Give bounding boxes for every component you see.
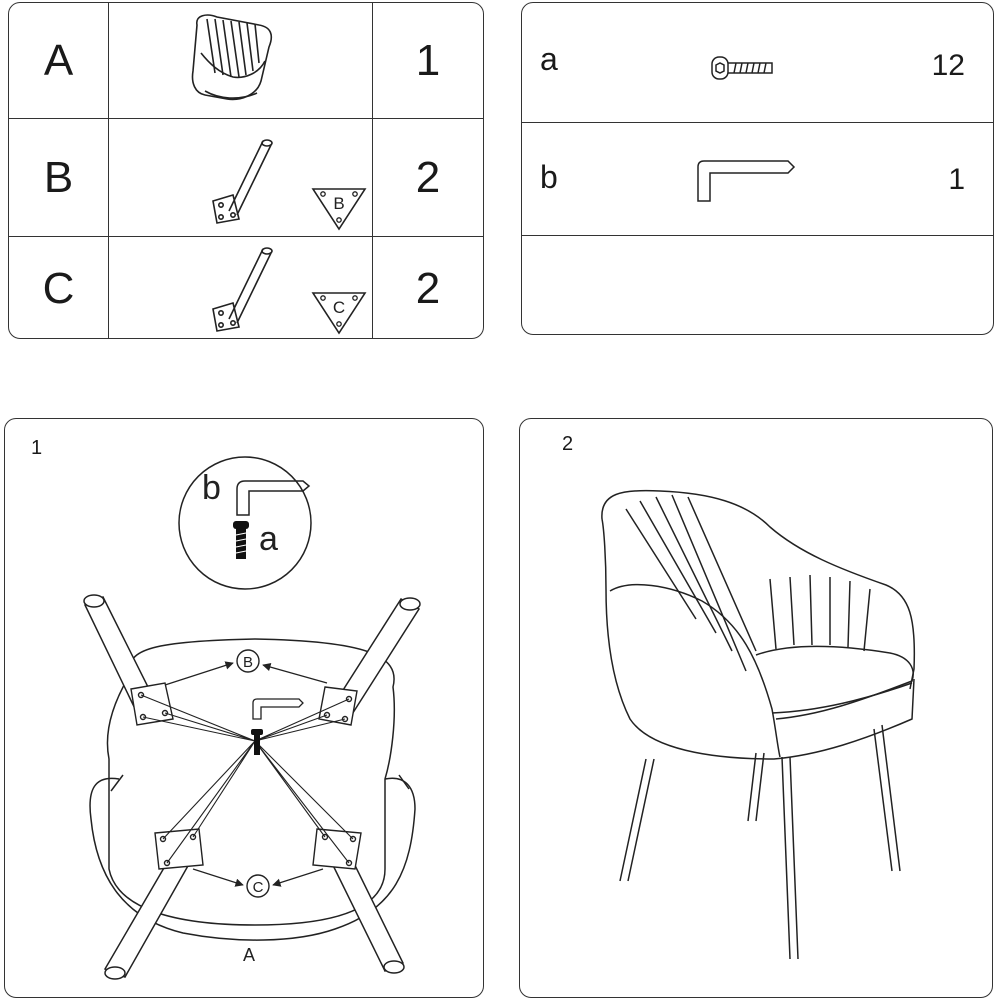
- marker-label: B: [242, 654, 254, 671]
- parts-row-b: [9, 119, 483, 237]
- chair-seat-icon: [109, 3, 374, 119]
- allen-key-icon: [688, 153, 798, 209]
- hardware-letter: a: [540, 41, 558, 77]
- bracket-marker-c: [193, 869, 323, 897]
- hardware-qty: 12: [931, 49, 965, 82]
- bracket-label: C: [332, 298, 346, 317]
- marker-label: C: [252, 879, 264, 896]
- bracket-marker-c: [313, 293, 365, 333]
- tools-callout: [179, 457, 311, 589]
- part-letter: A: [9, 3, 109, 118]
- step-number: 2: [562, 433, 574, 455]
- parts-row-c: [9, 237, 483, 339]
- step-1-diagram: [5, 419, 484, 998]
- parts-row-a: [9, 3, 483, 119]
- hex-bolt-icon: [706, 51, 776, 87]
- leg-with-bracket-icon: [109, 119, 374, 237]
- step-number: 1: [31, 437, 43, 459]
- hardware-letter: b: [540, 159, 558, 195]
- assembled-chair-illustration: [520, 419, 993, 998]
- bracket-marker-b: [165, 650, 327, 685]
- step-1-panel: [4, 418, 484, 998]
- hardware-row-a: [522, 3, 993, 123]
- part-label: A: [242, 945, 256, 965]
- part-qty: 1: [372, 3, 483, 118]
- hardware-table: [521, 2, 994, 335]
- bracket-marker-b: [313, 189, 365, 229]
- parts-table: [8, 2, 484, 339]
- bolt-label: a: [259, 520, 278, 558]
- hardware-row-empty: [522, 236, 993, 335]
- hardware-qty: 1: [948, 163, 965, 196]
- leg-with-bracket-icon: [109, 237, 374, 339]
- allen-key-icon: [253, 699, 303, 719]
- key-label: b: [202, 469, 221, 507]
- part-letter: C: [9, 237, 109, 339]
- hardware-row-b: [522, 123, 993, 236]
- part-qty: 2: [372, 119, 483, 236]
- hex-bolt-icon: [251, 729, 263, 735]
- bracket-label: B: [333, 194, 345, 213]
- part-qty: 2: [372, 237, 483, 339]
- leg-brackets: [131, 683, 361, 869]
- part-letter: B: [9, 119, 109, 236]
- step-2-panel: [519, 418, 993, 998]
